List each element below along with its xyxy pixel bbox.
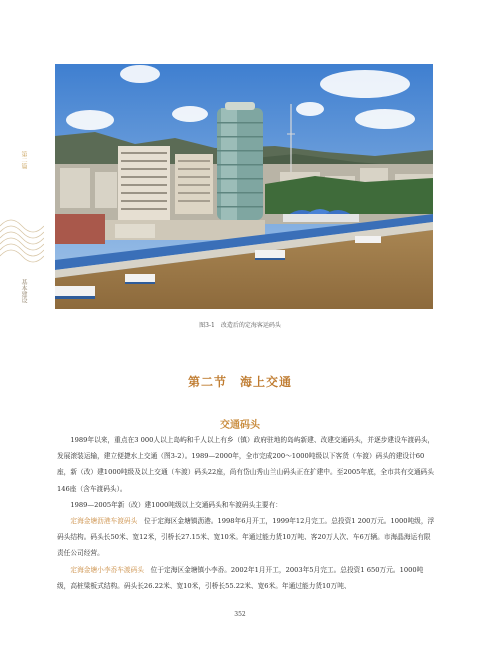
chapter-label: 基本建设: [20, 279, 27, 303]
figure-caption: 图3-1 改造后的定海客运码头: [199, 322, 281, 329]
subsection-title: 交通码头: [220, 420, 260, 431]
item-2-text: 位于定海区金塘镇小李岙。2002年1月开工，2003年5月完工。总投资1 650万元。1000吨级，高桩梁板式结构。码头长26.22米、宽10米，引桥长55.22米、宽6米。年通过能力货10万吨、: [57, 565, 424, 590]
item-1-text: 位于定海区金塘镇沥港。1998年6月开工，1999年12月完工。总投资1 200万元。1000吨级，浮码头结构。码头长50米、宽12米，引桥长27.15米、宽10米。年通过能力货10万吨、客20万人次、车6万辆。市海晶海运有限责任公司经营。: [57, 517, 435, 558]
paragraph-list-lead: 1989—2005年新（改）建1000吨级以上交通码头和车渡码头主要有：: [70, 500, 282, 509]
harbor-photo: [55, 64, 433, 309]
paragraph-item-2: [57, 562, 435, 594]
page-number: 352: [234, 611, 246, 618]
harbor-photo-illustration: [55, 64, 433, 309]
part-label: 第二篇: [20, 151, 27, 169]
item-1-name: 定海金塘沥港车渡码头: [70, 517, 138, 526]
paragraph-intro: 1989年以来，重点在3 000人以上岛屿和千人以上有乡（镇）政府驻地的岛屿新建、改建交通码头，并逐步建设车渡码头，发展滚装运输，建立便捷水上交通（图3-2）。1989—2000年，全市完成200～1000吨级以下客货（车渡）码头的建设计60座，新（改）建1000吨级及以上交通（车渡）码头22座，尚有岱山秀山兰山码头正在扩建中。至2005年底，全市共有交通码头146座（含车渡码头）。: [57, 436, 435, 493]
item-2-name: 定海金塘小李岙车渡码头: [70, 565, 144, 574]
body-text: [57, 432, 435, 594]
section-title: 第二节 海上交通: [187, 375, 292, 389]
wave-ornament-icon: [0, 196, 44, 266]
paragraph-item-1: [57, 513, 435, 562]
